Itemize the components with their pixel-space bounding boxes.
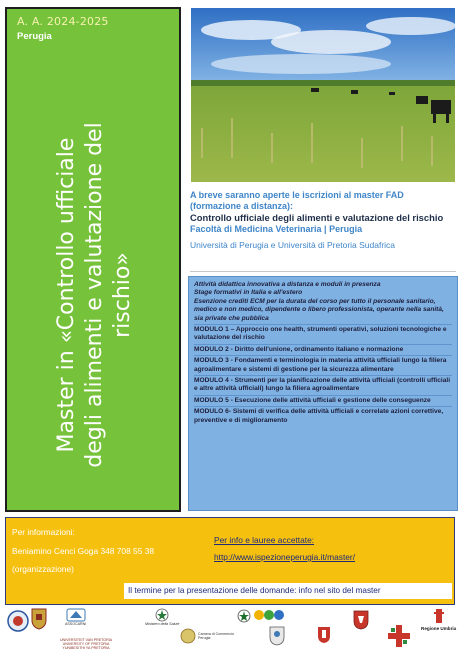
contact-band — [5, 517, 455, 605]
chamber-icon — [180, 628, 196, 644]
ordine-logo — [7, 610, 29, 632]
provincia-logo — [317, 626, 331, 644]
contact-label: Per informazioni: — [12, 527, 75, 537]
consortium-logo — [253, 608, 289, 622]
title-banner — [5, 7, 181, 512]
course-details-box — [188, 276, 458, 511]
master-website-link[interactable]: http://www.ispezioneperugia.it/master/ — [214, 552, 356, 562]
enrollment-notice: A breve saranno aperte le iscrizioni al master FAD (formazione a distanza): — [190, 190, 404, 211]
module-item: MODULO 2 - Diritto dell'unione, ordinamento italiano e normazione — [194, 345, 404, 353]
faculty-name: Facoltà di Medicina Veterinaria | Perugia — [190, 224, 363, 234]
regione-umbria-logo — [421, 608, 456, 631]
ministero-logo — [145, 608, 179, 626]
circles-icon — [253, 608, 289, 622]
pasture-photo — [191, 8, 455, 182]
module-item: MODULO 1 – Approccio one health, strumenti operativi, soluzioni tecnologiche e valutazione del rischio — [194, 326, 447, 342]
ministero-name: Ministero della Salute — [145, 622, 180, 626]
info-link-label: Per info e lauree accettate: — [214, 535, 315, 545]
assocarni-icon — [66, 608, 86, 622]
module-item: MODULO 3 - Fondamenti e terminologia in materia attività ufficiali lungo la filiera agroalimentare e sistemi di gestione per la sicurezza alimentare — [194, 357, 447, 373]
divider — [194, 375, 452, 376]
highlight-item: Esenzione crediti ECM per la durata del corso per tutto il personale sanitario, medico e non medico, dipendente o libero professionista, operante nella sanità, sia private che pubblica — [194, 297, 444, 322]
crest-logo — [269, 626, 285, 646]
shield-red-icon — [317, 626, 331, 644]
griffin-shield-icon — [353, 610, 369, 630]
republic-star-icon — [155, 608, 169, 622]
camera-logo — [180, 628, 238, 644]
divider — [194, 406, 452, 407]
regione-icon — [433, 608, 445, 626]
academic-year: A. A. 2024-2025 — [17, 15, 109, 28]
cross-pattern-icon — [387, 624, 411, 648]
highlight-item: Stage formativi in Italia e all'estero — [194, 289, 303, 297]
highlight-item: Attività didattica innovativa a distanza e moduli in presenza — [194, 281, 381, 288]
divider — [194, 355, 452, 356]
regione-name: Regione Umbria — [421, 626, 457, 631]
course-name: Controllo ufficiale degli alimenti e valutazione del rischio — [190, 212, 444, 223]
module-item: MODULO 6- Sistemi di verifica delle attività ufficiali e correlate azioni correttive, preventive e di miglioramento — [194, 408, 444, 424]
sponsor-logos — [5, 608, 457, 654]
shield-icon — [31, 608, 47, 630]
pretoria-name: UNIVERSITEIT VAN PRETORIA UNIVERSITY OF PRETORIA YUNIBESITHI YA PRETORIA — [59, 638, 113, 650]
republic-emblem-icon — [237, 608, 251, 624]
italian-republic-logo — [237, 608, 251, 624]
pretoria-logo — [31, 608, 47, 630]
camera-name: Camera di Commercio Perugia — [198, 632, 234, 640]
divider — [190, 271, 456, 272]
assocarni-logo — [65, 608, 86, 626]
universities: Università di Perugia e Università di Pretoria Sudafrica — [190, 240, 396, 250]
divider — [194, 344, 452, 345]
module-item: MODULO 4 - Strumenti per la pianificazione delle attività ufficiali (controlli ufficiali e altre attività ufficiali) lungo la filiera agroalimentare — [194, 377, 451, 393]
emblem-icon — [7, 610, 29, 632]
asl-logo — [387, 624, 411, 648]
intro-text — [190, 190, 456, 251]
assocarni-name: ASSOCARNI — [65, 622, 87, 626]
deadline-notice: Il termine per la presentazione delle domande: info nel sito del master — [124, 583, 452, 599]
pretoria-caption — [51, 638, 121, 650]
divider — [194, 324, 452, 325]
master-title: Master in «Controllo ufficiale degli alimenti e valutazione del rischio» — [54, 122, 135, 468]
contact-name-phone: Beniamino Cenci Goga 348 708 55 38 — [12, 546, 155, 556]
city-label: Perugia — [17, 31, 52, 42]
divider — [194, 395, 452, 396]
comune-logo — [353, 610, 369, 630]
contact-role: (organizzazione) — [12, 564, 74, 574]
module-item: MODULO 5 - Esecuzione delle attività ufficiali e gestione delle conseguenze — [194, 396, 431, 404]
crest-icon — [269, 626, 285, 646]
